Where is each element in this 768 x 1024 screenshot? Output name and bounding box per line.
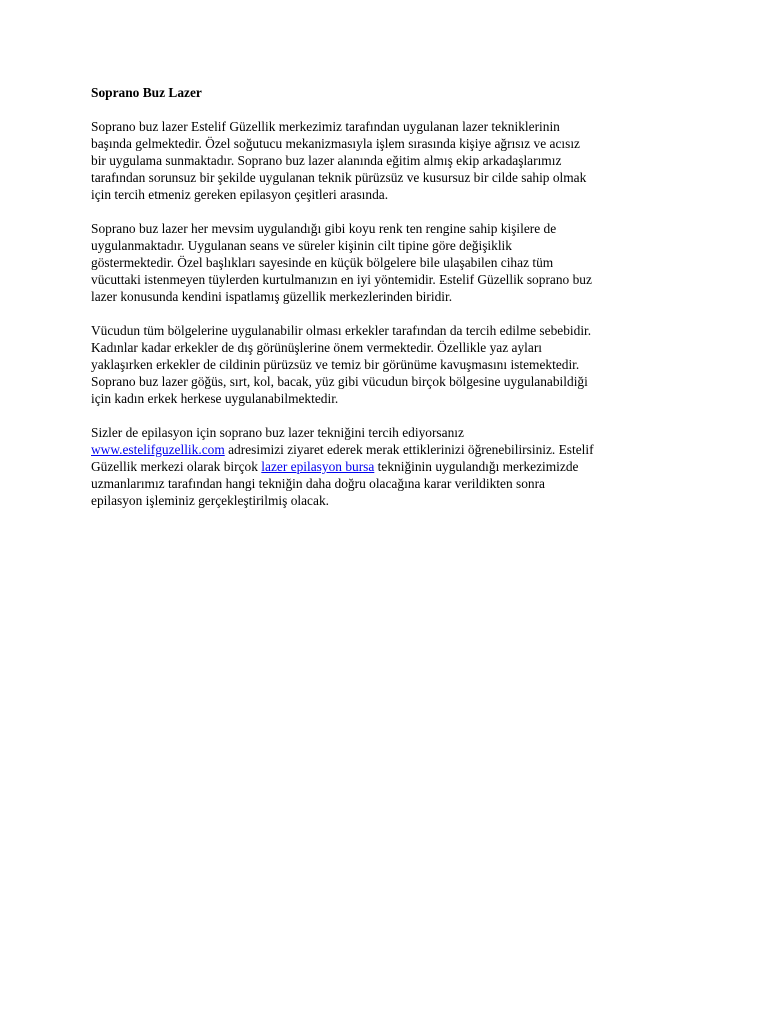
paragraph-line: Sizler de epilasyon için soprano buz lazer tekniğini tercih ediyorsanız (91, 425, 464, 440)
paragraph-3 (91, 322, 681, 407)
paragraph-line: epilasyon işleminiz gerçekleştirilmiş olacak. (91, 493, 329, 508)
paragraph-line: için tercih etmeniz gereken epilasyon çeşitleri arasında. (91, 187, 389, 202)
paragraph-line: bir uygulama sunmaktadır. Soprano buz lazer alanında eğitim almış ekip arkadaşlarımız (91, 153, 562, 168)
website-link[interactable]: www.estelifguzellik.com (91, 442, 225, 457)
document-title: Soprano Buz Lazer (91, 85, 202, 100)
laser-epilation-link[interactable]: lazer epilasyon bursa (261, 459, 375, 474)
paragraph-4 (91, 424, 681, 509)
paragraph-line: vücuttaki istenmeyen tüylerden kurtulmanızın en iyi yöntemidir. Estelif Güzellik soprano buz (91, 272, 592, 287)
paragraph-line: Soprano buz lazer Estelif Güzellik merkezimiz tarafından uygulanan lazer tekniklerinin (91, 119, 560, 134)
paragraph-text: tekniğinin uygulandığı merkezimizde (374, 459, 579, 474)
paragraph-line: için kadın erkek herkese uygulanabilmektedir. (91, 391, 339, 406)
paragraph-line: Soprano buz lazer her mevsim uygulandığı gibi koyu renk ten rengine sahip kişilere de (91, 221, 557, 236)
paragraph-1 (91, 118, 681, 203)
document-page (91, 84, 681, 526)
paragraph-line: başında gelmektedir. Özel soğutucu mekanizmasıyla işlem sırasında kişiye ağrısız ve acısız (91, 136, 580, 151)
paragraph-line: uzmanlarımız tarafından hangi tekniğin daha doğru olacağına karar verildikten sonra (91, 476, 545, 491)
paragraph-2 (91, 220, 681, 305)
paragraph-line: uygulanmaktadır. Uygulanan seans ve süreler kişinin cilt tipine göre değişiklik (91, 238, 512, 253)
paragraph-text: adresimizi ziyaret ederek merak ettiklerinizi öğrenebilirsiniz. Estelif (224, 442, 594, 457)
paragraph-line: lazer konusunda kendini ispatlamış güzellik merkezlerinden biridir. (91, 289, 453, 304)
paragraph-line: göstermektedir. Özel başlıkları sayesinde en küçük bölgelere bile ulaşabilen cihaz tüm (91, 255, 554, 270)
paragraph-line-with-link (91, 458, 681, 475)
paragraph-line: Soprano buz lazer göğüs, sırt, kol, bacak, yüz gibi vücudun birçok bölgesine uygulanabildiği (91, 374, 588, 389)
paragraph-line: Kadınlar kadar erkekler de dış görünüşlerine önem vermektedir. Özellikle yaz ayları (91, 340, 543, 355)
paragraph-line: tarafından sorunsuz bir şekilde uygulanan teknik pürüzsüz ve kusursuz bir cilde sahip olmak (91, 170, 587, 185)
paragraph-line-with-link (91, 441, 681, 458)
paragraph-text: Güzellik merkezi olarak birçok (91, 459, 262, 474)
paragraph-line: Vücudun tüm bölgelerine uygulanabilir olması erkekler tarafından da tercih edilme sebebidir. (91, 323, 592, 338)
paragraph-line: yaklaşırken erkekler de cildinin pürüzsüz ve temiz bir görünüme kavuşmasını istemektedir. (91, 357, 580, 372)
